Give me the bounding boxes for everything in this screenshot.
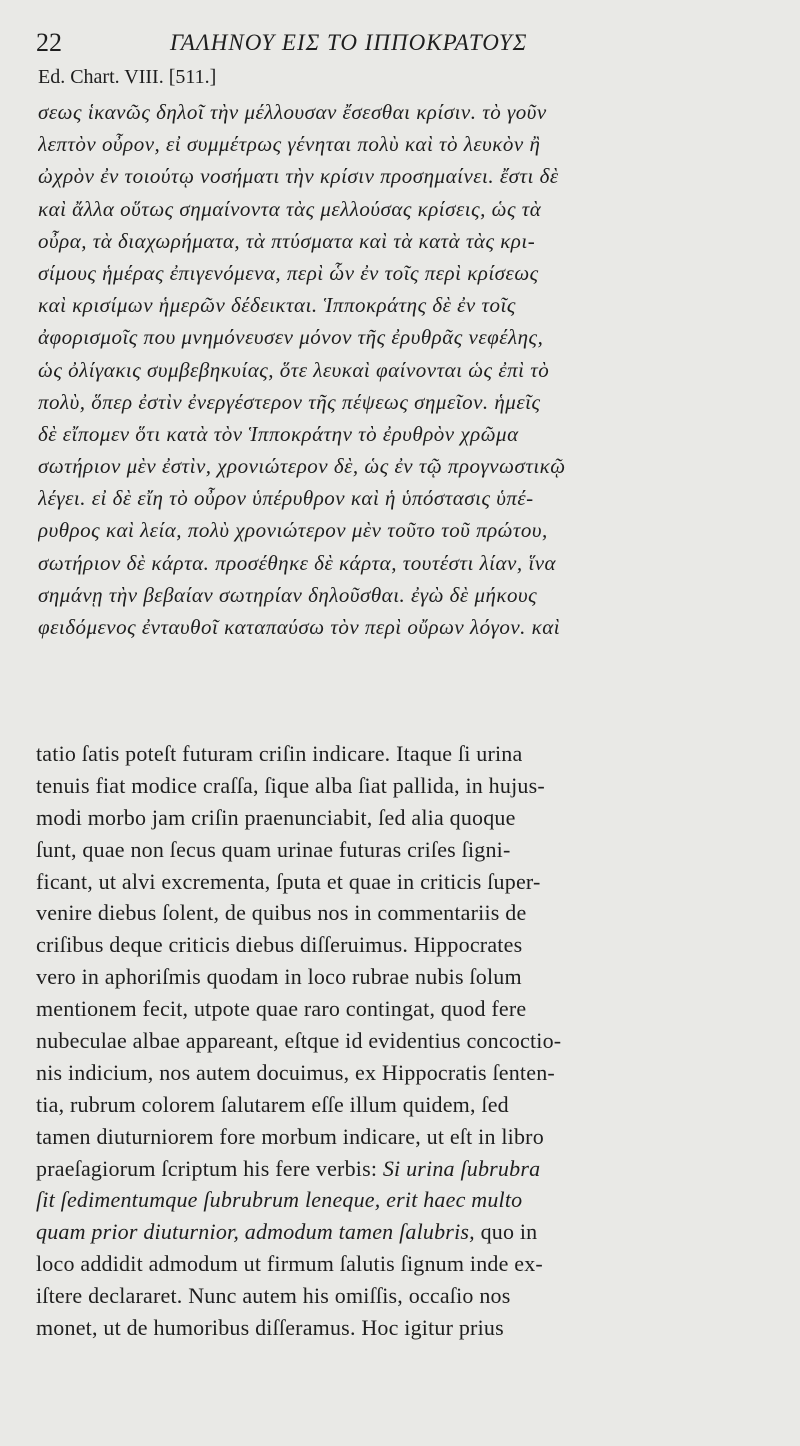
greek-line: ρυθρος καὶ λεία, πολὺ χρονιώτερον μὲν τοῦτο τοῦ πρώτου, xyxy=(38,518,548,543)
latin-line: nis indicium, nos autem docuimus, ex Hippocratis ſenten- xyxy=(36,1059,555,1085)
latin-line: venire diebus ſolent, de quibus nos in commentariis de xyxy=(36,900,527,926)
greek-line: δὲ εἴπομεν ὅτι κατὰ τὸν Ἱπποκράτην τὸ ἐρυθρὸν χρῶμα xyxy=(38,421,519,446)
edition-reference: Ed. Chart. VIII. [511.] xyxy=(38,66,217,88)
greek-line: ἀφορισμοῖς που μνημόνευσεν μόνον τῆς ἐρυθρᾶς νεφέλης, xyxy=(38,325,544,350)
page-header xyxy=(36,28,636,62)
latin-line: vero in aphoriſmis quodam in loco rubrae nubis ſolum xyxy=(36,964,522,990)
greek-line: σωτήριον μὲν ἐστὶν, χρονιώτερον δὲ, ὡς ἐν τῷ προγνωστικῷ xyxy=(38,454,566,479)
latin-line xyxy=(36,1153,772,1185)
latin-line: tamen diuturniorem fore morbum indicare, ut eſt in libro xyxy=(36,1123,544,1149)
greek-line: λέγει. εἰ δὲ εἴη τὸ οὖρον ὑπέρυθρον καὶ ἡ ὑπόστασις ὑπέ- xyxy=(38,486,534,511)
greek-line: λεπτὸν οὖρον, εἰ συμμέτρως γένηται πολὺ καὶ τὸ λευκὸν ἢ xyxy=(38,132,541,157)
latin-line: tenuis fiat modice craſſa, ſique alba ſiat pallida, in hujus- xyxy=(36,772,545,798)
latin-text-block xyxy=(36,738,772,1344)
latin-line: tatio ſatis poteſt futuram criſin indicare. Itaque ſi urina xyxy=(36,741,523,766)
latin-line: nubeculae albae appareant, eſtque id evidentius concoctio- xyxy=(36,1028,562,1054)
greek-line: σίμους ἡμέρας ἐπιγενόμενα, περὶ ὧν ἐν τοῖς περὶ κρίσεως xyxy=(38,260,539,285)
greek-line: ὠχρὸν ἐν τοιούτῳ νοσήματι τὴν κρίσιν προσημαίνει. ἔστι δὲ xyxy=(38,164,559,189)
greek-line: φειδόμενος ἐνταυθοῖ καταπαύσω τὸν περὶ οὔρων λόγον. καὶ xyxy=(38,615,561,639)
greek-line: σεως ἱκανῶς δηλοῖ τὴν μέλλουσαν ἔσεσθαι κρίσιν. τὸ γοῦν xyxy=(38,100,547,124)
latin-line: iſtere declararet. Nunc autem his omiſſis, occaſio nos xyxy=(36,1283,511,1309)
latin-line-text: praeſagiorum ſcriptum his fere verbis: xyxy=(36,1155,378,1181)
greek-line: ὡς ὀλίγακις συμβεβηκυίας, ὅτε λευκαὶ φαίνονται ὡς ἐπὶ τὸ xyxy=(38,357,550,382)
latin-line: modi morbo jam criſin praenunciabit, ſed alia quoque xyxy=(36,804,516,830)
latin-line-text: quo in xyxy=(480,1219,538,1245)
greek-line: καὶ ἄλλα οὕτως σημαίνοντα τὰς μελλούσας κρίσεις, ὡς τὰ xyxy=(38,196,542,221)
latin-line xyxy=(36,1184,772,1216)
latin-line: loco addidit admodum ut firmum ſalutis ſignum inde ex- xyxy=(36,1251,543,1277)
latin-italic-quote: Si urina ſubrubra xyxy=(382,1155,541,1181)
latin-line xyxy=(36,1216,772,1248)
latin-line: tia, rubrum colorem ſalutarem eſſe illum quidem, ſed xyxy=(36,1091,509,1117)
latin-line: ſunt, quae non ſecus quam urinae futuras criſes ſigni- xyxy=(36,836,511,862)
greek-line: σωτήριον δὲ κάρτα. προσέθηκε δὲ κάρτα, τουτέστι λίαν, ἵνα xyxy=(38,550,557,575)
latin-italic-quote: ſit ſedimentumque ſubrubrum leneque, erit haec multo xyxy=(36,1187,523,1213)
running-title: ΓΑΛΗΝΟΥ ΕΙΣ ΤΟ ΙΠΠΟΚΡΑΤΟΥΣ xyxy=(170,30,528,55)
greek-line: πολὺ, ὅπερ ἐστὶν ἐνεργέστερον τῆς πέψεως σημεῖον. ἡμεῖς xyxy=(38,389,541,414)
latin-line: monet, ut de humoribus diſſeramus. Hoc igitur prius xyxy=(36,1315,504,1341)
greek-line: καὶ κρισίμων ἡμερῶν δέδεικται. Ἱπποκράτης δὲ ἐν τοῖς xyxy=(38,293,516,318)
page-number: 22 xyxy=(36,28,62,57)
greek-text-block xyxy=(38,96,772,643)
latin-line: criſibus deque criticis diebus diſſeruimus. Hippocrates xyxy=(36,932,523,958)
latin-line: ficant, ut alvi excrementa, ſputa et quae in criticis ſuper- xyxy=(36,868,541,894)
greek-line: οὖρα, τὰ διαχωρήματα, τὰ πτύσματα καὶ τὰ κατὰ τὰς κρι- xyxy=(38,228,536,253)
greek-line: σημάνῃ τὴν βεβαίαν σωτηρίαν δηλοῦσθαι. ἐγὼ δὲ μήκους xyxy=(38,582,538,607)
latin-italic-quote: quam prior diuturnior, admodum tamen ſalubris, xyxy=(36,1219,475,1245)
latin-line: mentionem fecit, utpote quae raro contingat, quod fere xyxy=(36,996,527,1022)
